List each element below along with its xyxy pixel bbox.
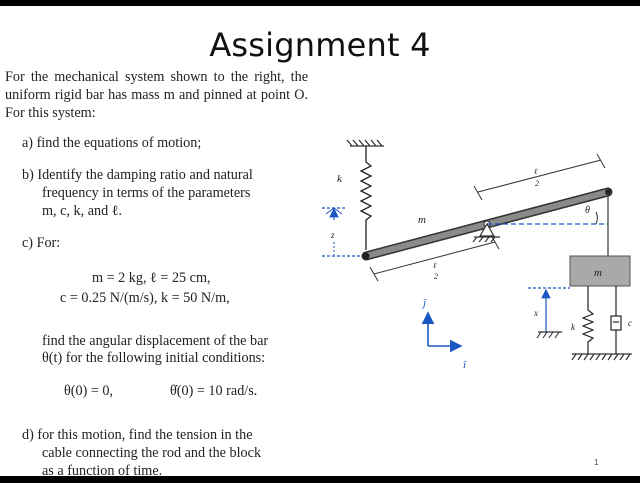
label-l-lower: ℓ [433,261,437,270]
label-x: x [534,308,538,318]
item-d-line2: cable connecting the rod and the block [42,445,262,461]
find-line1: find the angular displacement of the bar [42,333,269,349]
given-mass-length: m = 2 kg, ℓ = 25 cm, [92,270,211,286]
label-2-upper: 2 [535,179,539,188]
right-spring [583,286,593,354]
label-z: z [331,230,335,240]
label-2-lower: 2 [434,272,438,281]
item-b-line1: b) Identify the damping ratio and natural [22,167,253,183]
theta-arc [596,212,597,224]
label-m-bar: m [418,214,426,226]
z-indicator [322,208,364,256]
item-c: c) For: [22,235,61,251]
label-m-block: m [594,267,602,279]
label-theta: θ [585,205,590,216]
initial-condition-thetadot: θ̇(0) = 10 rad/s. [170,383,258,399]
ceiling-left [347,140,384,146]
item-d-line1: d) for this motion, find the tension in the [22,427,253,443]
page-number: 1 [594,458,599,467]
label-j: ĵ [423,297,427,309]
ground-right [572,354,632,360]
label-i: î [463,359,467,371]
label-l-upper: ℓ [534,167,538,176]
label-c: c [628,318,632,328]
damper [611,286,621,354]
item-d-line3: as a function of time. [42,463,163,479]
intro-paragraph: For the mechanical system shown to the right, the uniform rigid bar has mass m and pinned at point O. For this system: [5,69,308,121]
mechanical-system-figure [0,6,640,476]
given-damping-stiffness: c = 0.25 N/(m/s), k = 50 N/m, [60,290,230,306]
page-title: Assignment 4 [209,26,431,64]
item-b-line3: m, c, k, and ℓ. [42,203,123,219]
initial-condition-theta: θ(0) = 0, [64,383,114,399]
label-k-left: k [337,173,342,185]
coordinate-frame [428,313,461,346]
find-line2: θ(t) for the following initial conditions: [42,350,266,366]
dimension-upper [474,154,605,200]
left-spring [361,146,371,250]
item-a: a) find the equations of motion; [22,135,202,151]
label-k-right: k [571,322,575,332]
slide [0,6,640,479]
item-b-line2: frequency in terms of the parameters [42,185,251,201]
